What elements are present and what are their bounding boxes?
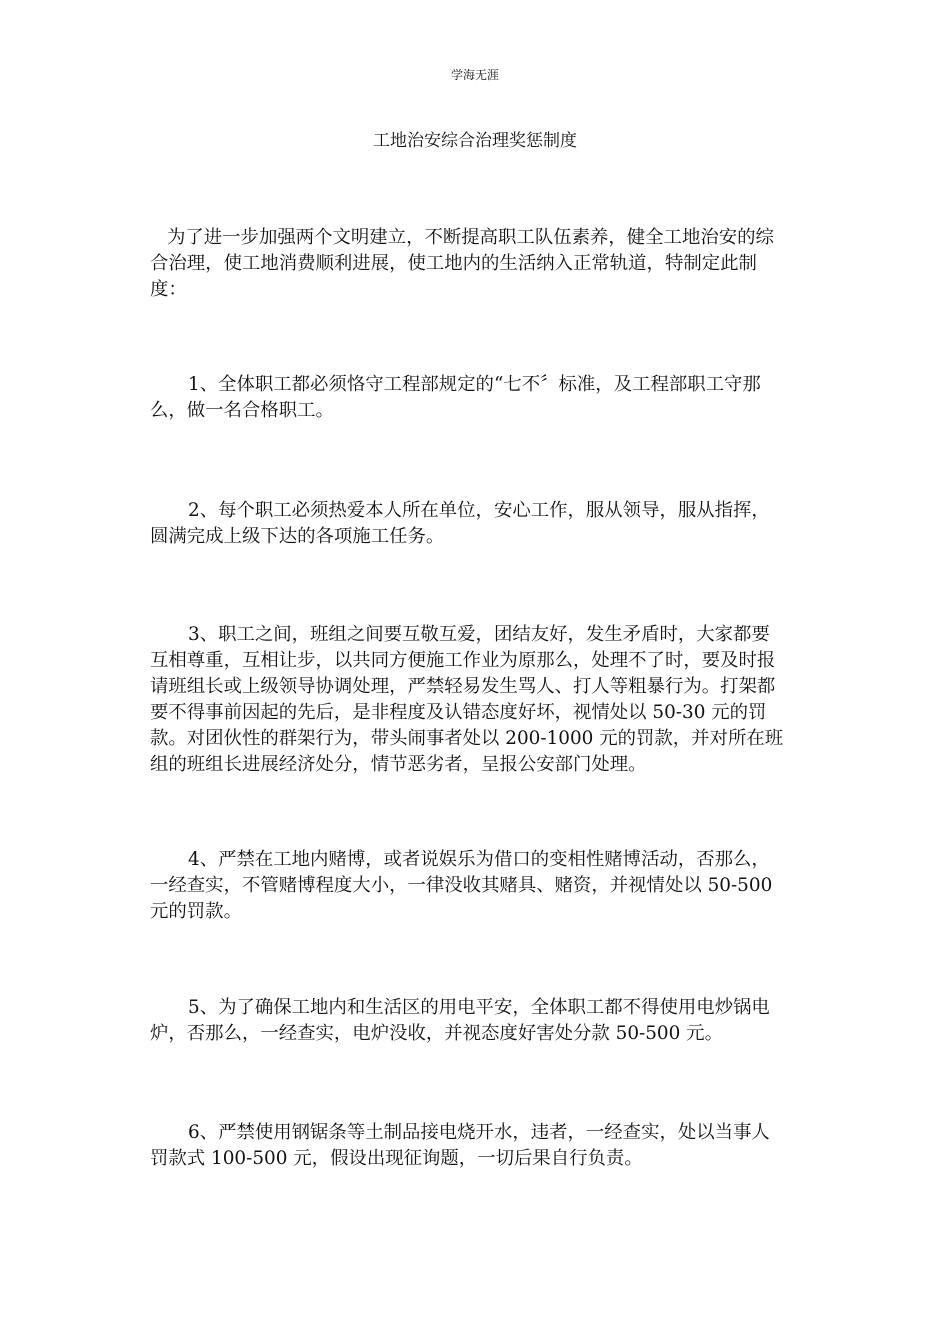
text-line: 请班组长或上级领导协调处理，严禁轻易发生骂人、打人等粗暴行为。打架都 <box>150 676 776 697</box>
text-line: 度： <box>150 279 187 300</box>
text-line: 要不得事前因起的先后，是非程度及认错态度好坏，视情处以 50-30 元的罚 <box>150 702 767 723</box>
text-line: 6、严禁使用钢锯条等土制品接电烧开水，违者，一经查实，处以当事人 <box>188 1122 770 1143</box>
text-line: 4、严禁在工地内赌博，或者说娱乐为借口的变相性赌博活动，否那么， <box>188 849 770 870</box>
text-line: 炉，否那么，一经查实，电炉没收，并视态度好害处分款 50-500 元。 <box>150 1023 723 1044</box>
rule-item-4 <box>150 847 810 925</box>
rule-item-1 <box>150 372 810 424</box>
text-line: 互相尊重，互相让步，以共同方便施工作业为原那么，处理不了时，要及时报 <box>150 650 776 671</box>
text-line: 3、职工之间，班组之间要互敬互爱，团结友好，发生矛盾时，大家都要 <box>188 624 770 645</box>
intro-paragraph <box>150 225 810 303</box>
text-line: 1、全体职工都必须恪守工程部规定的“七不〞标准，及工程部职工守那 <box>188 374 761 395</box>
text-line: 5、为了确保工地内和生活区的用电平安，全体职工都不得使用电炒锅电 <box>188 997 770 1018</box>
document-title: 工地治安综合治理奖惩制度 <box>373 131 577 151</box>
text-line: 2、每个职工必须热爱本人所在单位，安心工作，服从领导，服从指挥， <box>188 500 770 521</box>
text-line: 圆满完成上级下达的各项施工任务。 <box>150 526 445 547</box>
rule-item-2 <box>150 498 810 550</box>
text-line: 么，做一名合格职工。 <box>150 400 334 421</box>
text-line: 合治理，使工地消费顺利进展，使工地内的生活纳入正常轨道，特制定此制 <box>150 253 757 274</box>
text-line: 罚款式 100-500 元，假设出现征询题，一切后果自行负责。 <box>150 1148 643 1169</box>
text-line: 一经查实，不管赌博程度大小，一律没收其赌具、赌资，并视情处以 50-500 <box>150 875 773 896</box>
text-line: 元的罚款。 <box>150 901 242 922</box>
page-header: 学海无涯 <box>450 68 499 82</box>
text-line: 款。对团伙性的群架行为，带头闹事者处以 200-1000 元的罚款，并对所在班 <box>150 728 784 749</box>
rule-item-3 <box>150 622 810 778</box>
rule-item-5 <box>150 995 810 1047</box>
rule-item-6 <box>150 1120 810 1172</box>
text-line: 为了进一步加强两个文明建立，不断提高职工队伍素养，健全工地治安的综 <box>167 227 774 248</box>
text-line: 组的班组长进展经济处分，情节恶劣者，呈报公安部门处理。 <box>150 754 647 775</box>
